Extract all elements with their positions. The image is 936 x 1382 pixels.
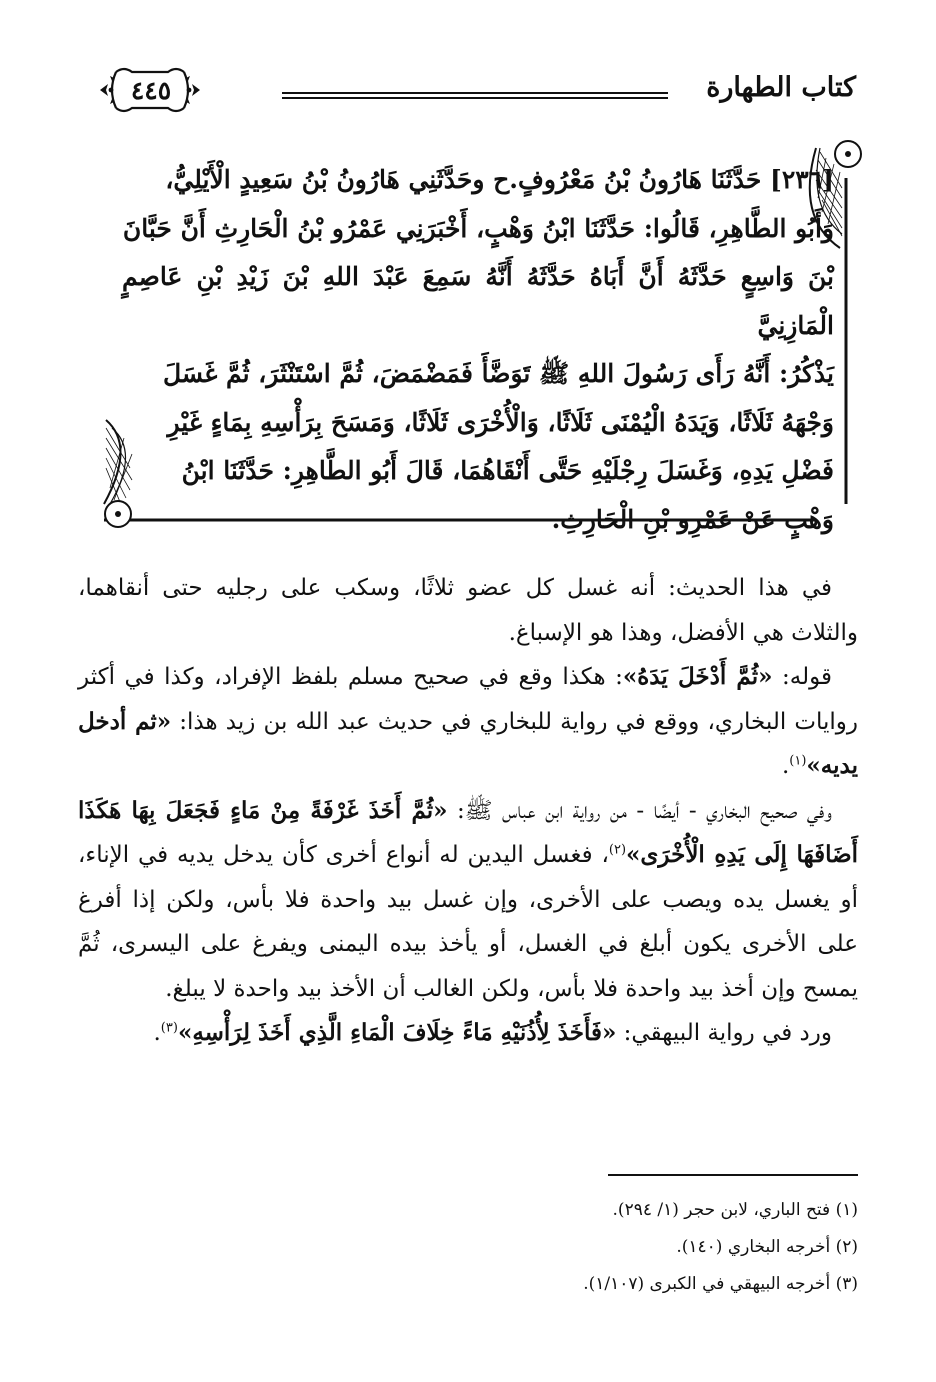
hadith-line: وَهْبٍ عَنْ عَمْرِو بْنِ الْحَارِثِ. (551, 504, 834, 534)
footnote-item: (٣) أخرجه البيهقي في الكبرى (١/١٠٧). (583, 1274, 858, 1294)
footnote-marker: (١) (789, 753, 807, 769)
header-double-rule (282, 92, 668, 100)
quoted-phrase: «فَأَخَذَ لِأُذُنَيْهِ مَاءً خِلَافَ الْمَاءِ الَّذِي أَخَذَ لِرَأْسِهِ» (177, 1019, 617, 1046)
footnotes-list (258, 1192, 858, 1303)
footnote-marker: (٢) (608, 842, 627, 858)
hadith-line: يَذْكُرُ: أَنَّهُ رَأَى رَسُولَ اللهِ ﷺ تَوَضَّأَ فَمَضْمَضَ، ثُمَّ اسْتَنْثَرَ، ثُمَّ غَسَلَ (162, 359, 834, 388)
running-header (96, 62, 856, 122)
hadith-line: وَأَبُو الطَّاهِرِ، قَالُوا: حَدَّثَنَا ابْنُ وَهْبٍ، أَخْبَرَنِي عَمْرُو بْنُ الْحَارِثِ أَنَّ حَبَّانَ (122, 213, 834, 243)
commentary-text: قوله: (772, 664, 832, 690)
commentary-text: . (781, 753, 790, 779)
commentary-paragraph (78, 655, 858, 789)
footnote-item: (١) فتح الباري، لابن حجر (١/ ٢٩٤). (612, 1200, 858, 1220)
book-title: كتاب الطهارة (706, 72, 856, 103)
hadith-text (122, 156, 834, 544)
commentary-text: . (153, 1020, 161, 1046)
page-number: ٤٤٥ (130, 76, 172, 105)
quoted-phrase: «ثم أدخل يديه» (78, 707, 858, 779)
commentary-paragraph (78, 1011, 858, 1056)
commentary-text: وفي صحيح البخاري - أيضًا - من رواية ابن عباس ﷺ: (447, 797, 833, 824)
footnote-marker: (٣) (160, 1020, 178, 1036)
footnote-separator (608, 1174, 858, 1176)
commentary-text: : هكذا وقع في صحيح مسلم بلفظ الإفراد، وكذا في أكثر روايات البخاري، ووقع في رواية للبخاري في حديث عبد الله بن زيد هذا: (78, 664, 858, 735)
hadith-line: [٢٣٦] حَدَّثَنَا هَارُونُ بْنُ مَعْرُوفٍ.ح وحَدَّثَنِي هَارُونُ بْنُ سَعِيدٍ الْأَيْلِيُّ، (165, 165, 834, 194)
commentary-text: ، فغسل اليدين له أنواع أخرى كأن يدخل يديه في الإناء، أو يغسل يده ويصب على الأخرى، وإن غسل بيد واحدة فلا بأس، ولكن إذا أفرغ على الأخرى يكون أبلغ في الغسل، أو يأخذ بيده اليمنى ويفرغ على اليسرى، ثُمَّ يمسح وإن أخذ بيد واحدة فلا بأس، ولكن الغالب أن الأخذ بيد واحدة لا يبلغ. (78, 842, 858, 1002)
hadith-line: بْنَ وَاسِعٍ حَدَّثَهُ أَنَّ أَبَاهُ حَدَّثَهُ أَنَّهُ سَمِعَ عَبْدَ اللهِ بْنَ زَيْدِ بْنِ عَاصِمٍ الْمَازِنِيَّ (122, 262, 835, 340)
commentary-paragraph (78, 789, 858, 1012)
commentary-paragraph: في هذا الحديث: أنه غسل كل عضو ثلاثًا، وسكب على رجليه حتى أنقاهما، والثلاث هي الأفضل، وهذا هو الإسباغ. (78, 575, 858, 646)
footnote-item: (٢) أخرجه البخاري (١٤٠). (676, 1237, 858, 1257)
commentary-text: ورد في رواية البيهقي: (616, 1020, 832, 1046)
hadith-line: وَجْهَهُ ثَلَاثًا، وَيَدَهُ الْيُمْنَى ثَلَاثًا، وَالْأُخْرَى ثَلَاثًا، وَمَسَحَ بِرَأْسِهِ بِمَاءٍ غَيْرِ (167, 407, 834, 437)
quoted-phrase: «ثُمَّ أَدْخَلَ يَدَهُ» (622, 663, 773, 690)
hadith-line: فَضْلِ يَدِهِ، وَغَسَلَ رِجْلَيْهِ حَتَّى أَنْقَاهُمَا، قَالَ أَبُو الطَّاهِرِ: حَدَّثَنَا ابْنُ (181, 456, 834, 485)
quoted-phrase: «ثُمَّ أَخَذَ غَرْفَةً مِنْ مَاءٍ فَجَعَلَ بِهَا هَكَذَا أَضَافَهَا إِلَى يَدِهِ الْأُخْرَى» (78, 796, 858, 868)
commentary-body (78, 566, 858, 1056)
